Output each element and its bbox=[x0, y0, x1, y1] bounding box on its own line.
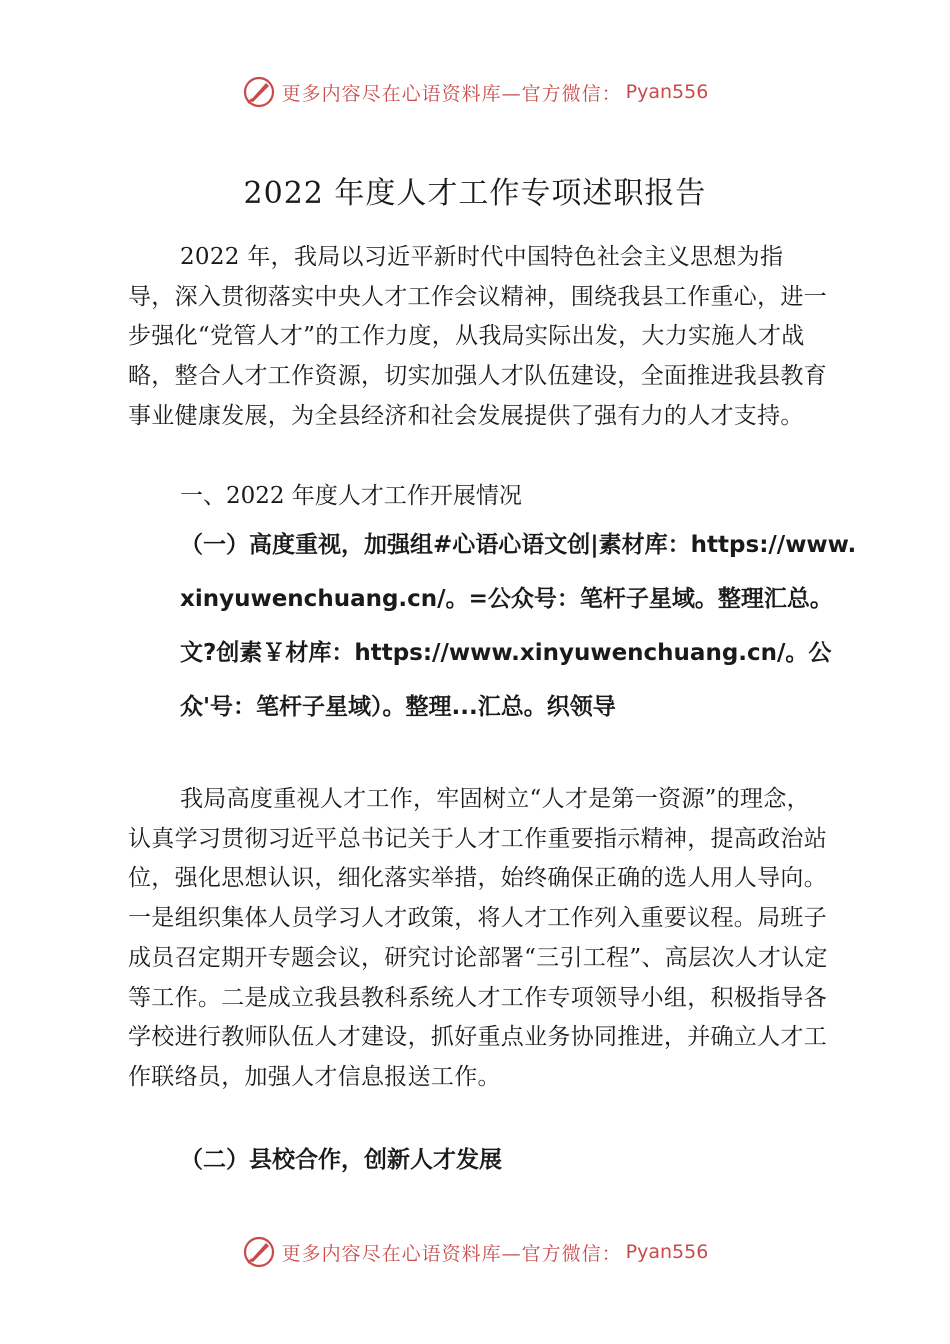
watermark-text: 更多内容尽在心语资料库—官方微信： bbox=[281, 1242, 622, 1265]
watermark-id: Pyan556 bbox=[625, 1241, 709, 1263]
section-heading-1: 一、2022 年度人才工作开展情况 bbox=[180, 483, 522, 509]
intro-paragraph: 2022 年，我局以习近平新时代中国特色社会主义思想为指导，深入贯彻落实中央人才工作会议精神，围绕我县工作重心，进一步强化“党管人才”的工作力度，从我局实际出发，大力实施人才战略，整合人才工作资源，切实加强人才队伍建设，全面推进我县教育事业健康发展，为全县经济和社会发展提供了强有力的人才支持。 bbox=[128, 244, 827, 429]
quill-circle-logo-icon bbox=[242, 75, 276, 109]
quill-circle-logo-icon bbox=[242, 1235, 276, 1269]
watermark-id: Pyan556 bbox=[625, 81, 709, 103]
footer-watermark bbox=[0, 1232, 950, 1272]
document-title: 2022 年度人才工作专项述职报告 bbox=[243, 176, 707, 211]
subsection-heading-1: （一）高度重视，加强组#心语心语文创|素材库：https://www.xinyuwenchuang.cn/。=公众号：笔杆子星域。整理汇总。文?创素￥材库：https://www.xinyuwenchuang.cn/。公众'号：笔杆子星域）。整理...汇总。织领导 bbox=[180, 532, 857, 720]
subsection-body-1: 我局高度重视人才工作，牢固树立“人才是第一资源”的理念，认真学习贯彻习近平总书记关于人才工作重要指示精神，提高政治站位，强化思想认识，细化落实举措，始终确保正确的选人用人导向。一是组织集体人员学习人才政策，将人才工作列入重要议程。局班子成员召定期开专题会议，研究讨论部署“三引工程”、高层次人才认定等工作。二是成立我县教科系统人才工作专项领导小组，积极指导各学校进行教师队伍人才建设，抓好重点业务协同推进，并确立人才工作联络员，加强人才信息报送工作。 bbox=[128, 786, 828, 1090]
watermark-text: 更多内容尽在心语资料库—官方微信： bbox=[281, 82, 622, 105]
subsection-heading-2: （二）县校合作，创新人才发展 bbox=[180, 1147, 502, 1173]
header-watermark bbox=[0, 72, 950, 112]
